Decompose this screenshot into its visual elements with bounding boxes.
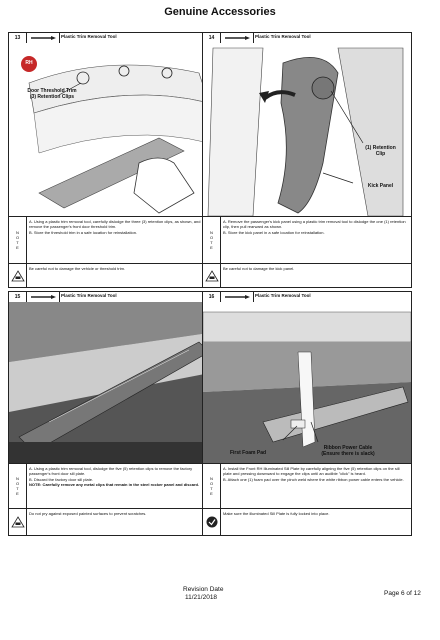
ribbon-power-cable-callout: Ribbon Power Cable (Ensure there is slack) [321,445,375,457]
note-label: N O T E [203,464,221,508]
warning-box [203,509,411,535]
door-sill-illustration [9,302,215,463]
kick-panel-illustration [203,43,411,216]
note-text: A. Using a plastic trim removal tool, carefully dislodge the three (3) retention clips, as shown, and remove the passenger's front door threshold trim. B. Store the threshold trim in a safe location for reinstallation. [29,219,201,235]
note-text: A. Install the Front RH Illuminated Sill Plate by carefully aligning the five (5) retention clips on the sill plate and pressing downward to engage the clips until an audible "click" is heard. B. Attach one (1) foam pad over the pinch weld where the white ribbon power cable enters the vehicle. [223,466,404,482]
warning-box [203,264,411,287]
tool-name: Plastic Trim Removal Tool [61,34,117,39]
step-15-panel [8,291,216,536]
step-image [203,43,411,217]
rh-badge: RH [25,60,33,66]
sill-plate-install-illustration [203,302,411,463]
note-box [9,464,215,509]
trim-tool-icon [221,33,254,43]
note-box [203,464,411,509]
tool-name: Plastic Trim Removal Tool [255,293,311,298]
page-title: Genuine Accessories [164,6,276,18]
step-number: 16 [203,292,221,302]
note-text: A. Using a plastic trim removal tool, dislodge the five (5) retention clips to remove the factory passenger's front door sill plate. B. Discard the factory door sill plate. NOTE: Carefully remove any metal clips that remain in the steel rocker panel and discard. [29,466,200,487]
warning-car-icon [203,264,221,287]
warning-box [9,264,215,287]
revision-date: 11/21/2018 [185,594,218,601]
threshold-trim-illustration [9,43,215,216]
step-image [9,302,215,464]
first-foam-pad-callout: First Foam Pad [229,450,267,456]
warning-box [9,509,215,535]
step-number: 15 [9,292,27,302]
note-label: N O T E [9,464,27,508]
page-number: Page 6 of 12 [384,590,421,597]
door-threshold-callout: Door Threshold Trim (3) Retention Clips [27,88,77,100]
step-16-panel [202,291,412,536]
warning-text: Make sure the illuminated Sill Plate is fully locked into place. [223,511,330,516]
trim-tool-icon [27,33,60,43]
step-14-panel [202,32,412,288]
tool-name: Plastic Trim Removal Tool [61,293,117,298]
retention-clip-callout: (1) Retention Clip [365,145,396,157]
trim-tool-icon [27,292,60,302]
warning-text: Be careful not to damage the kick panel. [223,266,295,271]
step-number: 14 [203,33,221,43]
warning-car-icon [9,264,27,287]
step-13-panel [8,32,216,288]
note-box [203,217,411,264]
warning-text: Do not pry against exposed painted surfaces to prevent scratches. [29,511,147,516]
checkmark-icon [203,509,221,535]
revision-label: Revision Date [183,586,224,593]
trim-tool-icon [221,292,254,302]
note-label: N O T E [9,217,27,263]
warning-car-icon [9,509,27,535]
warning-text: Be careful not to damage the vehicle or threshold trim. [29,266,126,271]
note-box [9,217,215,264]
note-label: N O T E [203,217,221,263]
note-text: A. Remove the passenger's kick panel using a plastic trim removal tool to dislodge the one (1) retention clip, then pull rearward as shown. B. Store the kick panel in a safe location for reinstallation. [223,219,406,235]
step-number: 13 [9,33,27,43]
step-image [203,302,411,464]
tool-name: Plastic Trim Removal Tool [255,34,311,39]
kick-panel-callout: Kick Panel [367,183,394,189]
step-image [9,43,215,217]
